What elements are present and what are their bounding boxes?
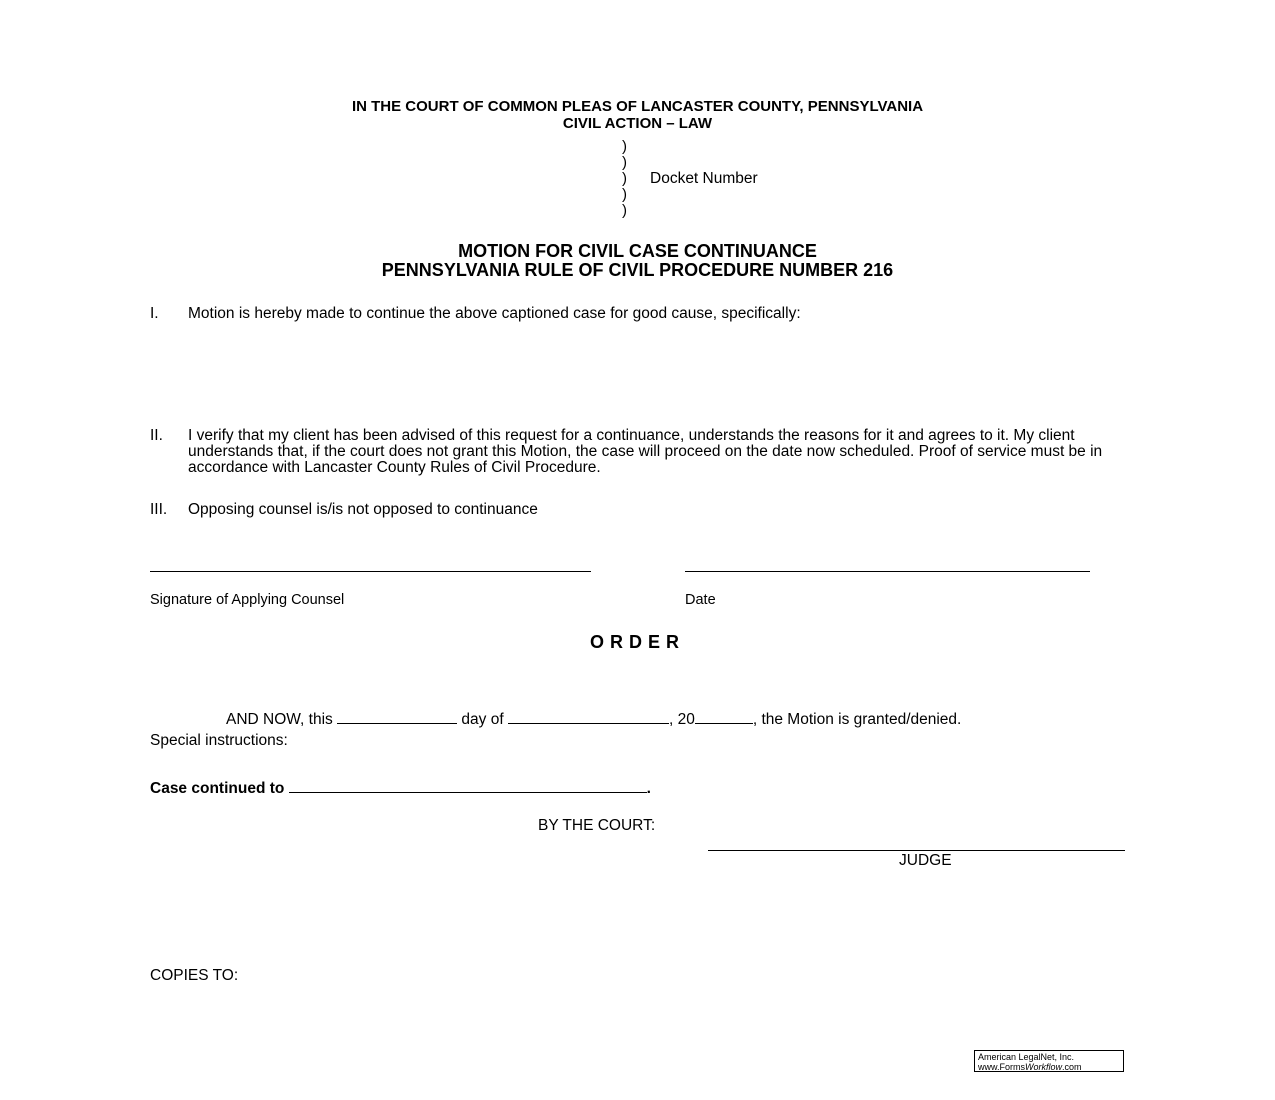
docket-number-label: Docket Number bbox=[650, 170, 758, 187]
case-continued-period: . bbox=[646, 780, 651, 797]
year-blank[interactable] bbox=[695, 710, 753, 724]
copies-to-label: COPIES TO: bbox=[150, 967, 239, 984]
paragraph-number: I. bbox=[150, 305, 159, 322]
judge-signature-line[interactable] bbox=[708, 850, 1125, 851]
date-line[interactable] bbox=[685, 571, 1090, 572]
month-blank[interactable] bbox=[508, 710, 669, 724]
order-heading: ORDER bbox=[589, 632, 685, 652]
day-blank[interactable] bbox=[337, 710, 457, 724]
paragraph-text: I verify that my client has been advised of this request for a continuance, understands the reasons for it and agrees to it. My client understands that, if the court does not grant this Motion, the case will proceed on the date now scheduled. Proof of service must be in accordance with Lancaster County Rules of Civil Procedure. bbox=[188, 427, 1103, 476]
action-type-heading: CIVIL ACTION – LAW bbox=[562, 115, 713, 132]
paragraph-text: Opposing counsel is/is not opposed to continuance bbox=[188, 501, 538, 518]
case-continued-label: Case continued to bbox=[150, 780, 285, 797]
counsel-signature-label: Signature of Applying Counsel bbox=[150, 592, 345, 608]
and-now-text: AND NOW, this bbox=[226, 711, 333, 728]
year-prefix-text: , 20 bbox=[668, 711, 695, 728]
paragraph-number: III. bbox=[150, 501, 168, 518]
caption-paren: ) bbox=[622, 138, 627, 155]
paragraph-number: II. bbox=[150, 427, 163, 444]
date-label: Date bbox=[685, 592, 716, 608]
url-italic: Workflow bbox=[1025, 1062, 1063, 1072]
caption-paren: ) bbox=[622, 186, 627, 203]
caption-paren: ) bbox=[622, 154, 627, 171]
special-instructions-label: Special instructions: bbox=[150, 732, 288, 749]
by-the-court-label: BY THE COURT: bbox=[538, 817, 656, 834]
case-continued-line bbox=[150, 779, 651, 797]
judge-label: JUDGE bbox=[899, 852, 952, 869]
publisher-name: American LegalNet, Inc. bbox=[978, 1052, 1075, 1062]
case-continued-blank[interactable] bbox=[289, 779, 647, 793]
caption-paren: ) bbox=[622, 202, 627, 219]
publisher-url[interactable] bbox=[978, 1062, 1121, 1072]
paragraph-text: Motion is hereby made to continue the above captioned case for good cause, specifically: bbox=[188, 305, 801, 322]
motion-title: MOTION FOR CIVIL CASE CONTINUANCE bbox=[458, 241, 817, 261]
url-suffix: .com bbox=[1062, 1062, 1082, 1072]
order-granted-line bbox=[226, 710, 961, 728]
day-of-text: day of bbox=[461, 711, 504, 728]
granted-denied-text: , the Motion is granted/denied. bbox=[752, 711, 962, 728]
court-heading: IN THE COURT OF COMMON PLEAS OF LANCASTER COUNTY, PENNSYLVANIA bbox=[351, 98, 924, 115]
counsel-signature-line[interactable] bbox=[150, 571, 591, 572]
rule-title: PENNSYLVANIA RULE OF CIVIL PROCEDURE NUMBER 216 bbox=[381, 260, 894, 280]
caption-paren: ) bbox=[622, 170, 627, 187]
url-prefix: www.Forms bbox=[978, 1062, 1025, 1072]
publisher-footer bbox=[974, 1050, 1124, 1072]
